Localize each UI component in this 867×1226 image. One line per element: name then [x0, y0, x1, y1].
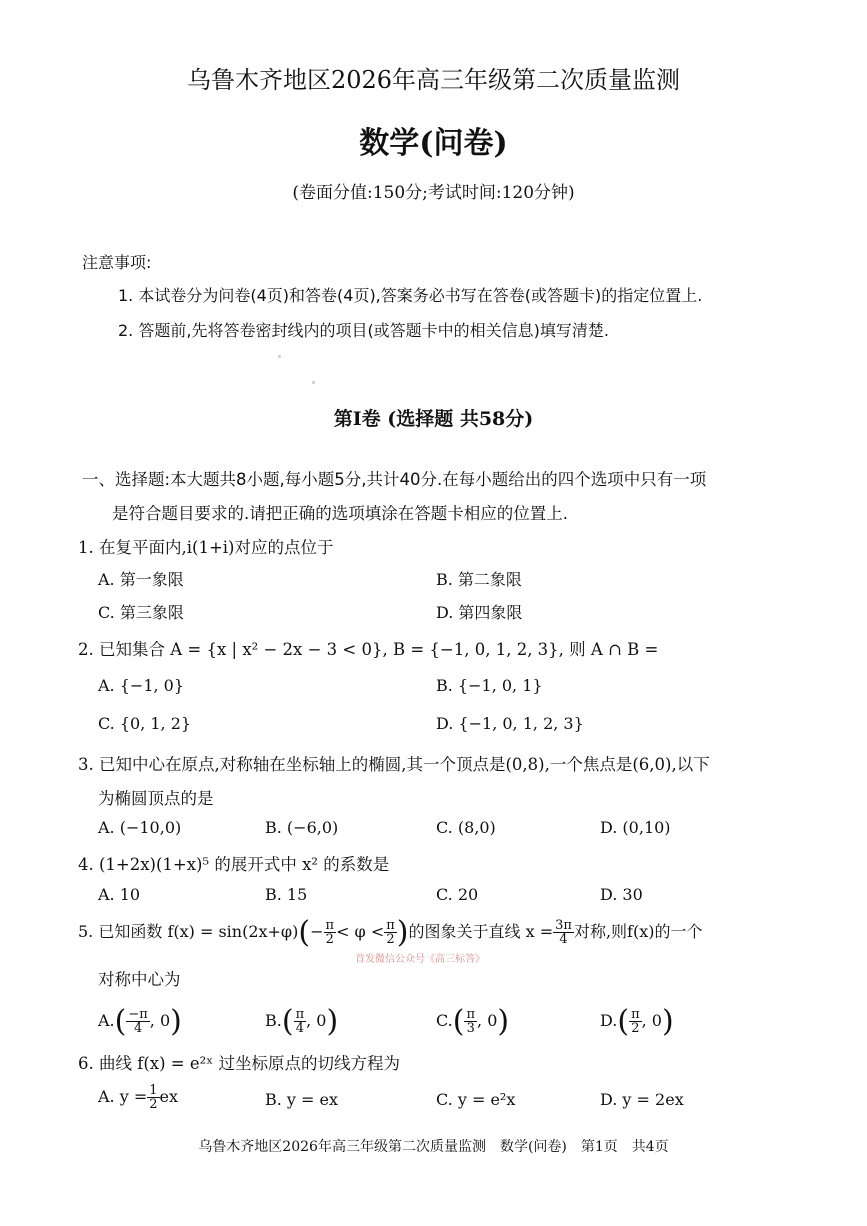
question-4-stem: 4. (1+2x)(1+x)⁵ 的展开式中 x² 的系数是	[78, 855, 390, 874]
q5-tail-text: 对称,则f(x)的一个	[573, 922, 703, 941]
q1-option-d: D. 第四象限	[436, 603, 523, 622]
q2-option-c: C. {0, 1, 2}	[98, 714, 192, 733]
q2-option-a: A. {−1, 0}	[98, 676, 185, 695]
scan-speck	[278, 355, 281, 358]
exam-title: 乌鲁木齐地区2026年高三年级第二次质量监测	[186, 66, 681, 94]
q4-option-d: D. 30	[600, 885, 643, 904]
q3-option-a: A. (−10,0)	[98, 818, 182, 837]
q6-option-c: C. y = e²x	[436, 1090, 516, 1109]
q1-option-a: A. 第一象限	[98, 570, 184, 589]
q3-option-c: C. (8,0)	[436, 818, 496, 837]
notice-item-1: 1. 本试卷分为问卷(4页)和答卷(4页),答案务必书写在答卷(或答题卡)的指定位置上.	[118, 286, 703, 305]
question-2-stem: 2. 已知集合 A = {x | x² − 2x − 3 < 0}, B = {−1, 0, 1, 2, 3}, 则 A ∩ B =	[78, 640, 659, 659]
part1-instruction-line2: 是符合题目要求的.请把正确的选项填涂在答题卡相应的位置上.	[112, 504, 568, 523]
question-1-stem: 1. 在复平面内,i(1+i)对应的点位于	[78, 538, 334, 557]
q6-option-b: B. y = ex	[265, 1090, 339, 1109]
q5-d-fraction: $\frac{\pi}{2}$	[631, 1007, 640, 1036]
question-6-stem: 6. 曲线 f(x) = e²ˣ 过坐标原点的切线方程为	[78, 1054, 400, 1073]
question-5-stem-line2: 对称中心为	[98, 970, 181, 989]
q4-option-a: A. 10	[98, 885, 141, 904]
q5-option-b: B.( $\frac{\pi}{4}$ , 0)	[265, 1004, 339, 1039]
q5-option-c: C.( $\frac{\pi}{3}$ , 0)	[436, 1004, 510, 1039]
page-footer: 乌鲁木齐地区2026年高三年级第二次质量监测 数学(问卷) 第1页 共4页	[198, 1139, 669, 1155]
q4-option-c: C. 20	[436, 885, 479, 904]
section-title: 第Ⅰ卷 (选择题 共58分)	[333, 408, 534, 430]
q1-option-c: C. 第三象限	[98, 603, 184, 622]
q5-b-fraction: $\frac{\pi}{4}$	[295, 1007, 305, 1036]
q5-frac-pi-over-2: $\frac{\pi}{2}$	[325, 918, 335, 947]
notice-heading: 注意事项:	[82, 253, 152, 272]
q5-a-fraction: $\frac{-\pi}{4}$	[128, 1007, 148, 1036]
question-3-stem-line1: 3. 已知中心在原点,对称轴在坐标轴上的椭圆,其一个顶点是(0,8),一个焦点是(6,0),以下	[78, 755, 710, 774]
q3-option-b: B. (−6,0)	[265, 818, 339, 837]
part1-instruction-line1: 一、选择题:本大题共8小题,每小题5分,共计40分.在每小题给出的四个选项中只有一项	[82, 470, 707, 489]
paren-open: (	[298, 915, 311, 950]
subject-title: 数学(问卷)	[359, 126, 508, 161]
q5-minus: −	[310, 922, 324, 941]
q4-option-b: B. 15	[265, 885, 308, 904]
q2-option-d: D. {−1, 0, 1, 2, 3}	[436, 714, 584, 733]
q6-a-fraction: $\frac{1}{2}$	[149, 1083, 158, 1112]
q5-c-fraction: $\frac{\pi}{3}$	[466, 1007, 476, 1036]
q5-frac-3pi-over-4: $\frac{3\pi}{4}$	[555, 918, 572, 947]
question-5-stem-line1	[78, 915, 702, 950]
q5-function-text: 5. 已知函数 f(x) = sin(2x+φ)	[78, 922, 299, 941]
question-3-stem-line2: 为椭圆顶点的是	[98, 789, 214, 808]
paren-close: )	[396, 915, 409, 950]
q1-option-b: B. 第二象限	[436, 570, 522, 589]
scan-speck	[312, 381, 315, 384]
q5-frac-pi-over-2: $\frac{\pi}{2}$	[386, 918, 395, 947]
q3-option-d: D. (0,10)	[600, 818, 671, 837]
q5-option-a: A.( $\frac{-\pi}{4}$ , 0)	[98, 1004, 182, 1039]
q2-option-b: B. {−1, 0, 1}	[436, 676, 543, 695]
q5-option-d: D.( $\frac{\pi}{2}$ , 0)	[600, 1004, 674, 1039]
q5-phi-range: < φ <	[336, 922, 385, 941]
q6-option-d: D. y = 2ex	[600, 1090, 684, 1109]
exam-info: (卷面分值:150分;考试时间:120分钟)	[292, 183, 575, 203]
q6-option-a: A. y = $\frac{1}{2}$ ex	[98, 1083, 179, 1112]
q5-symmetry-text: 的图象关于直线 x =	[408, 922, 554, 941]
notice-item-2: 2. 答题前,先将答卷密封线内的项目(或答题卡中的相关信息)填写清楚.	[118, 321, 610, 340]
watermark: 首发微信公众号《高三标答》	[355, 954, 485, 965]
